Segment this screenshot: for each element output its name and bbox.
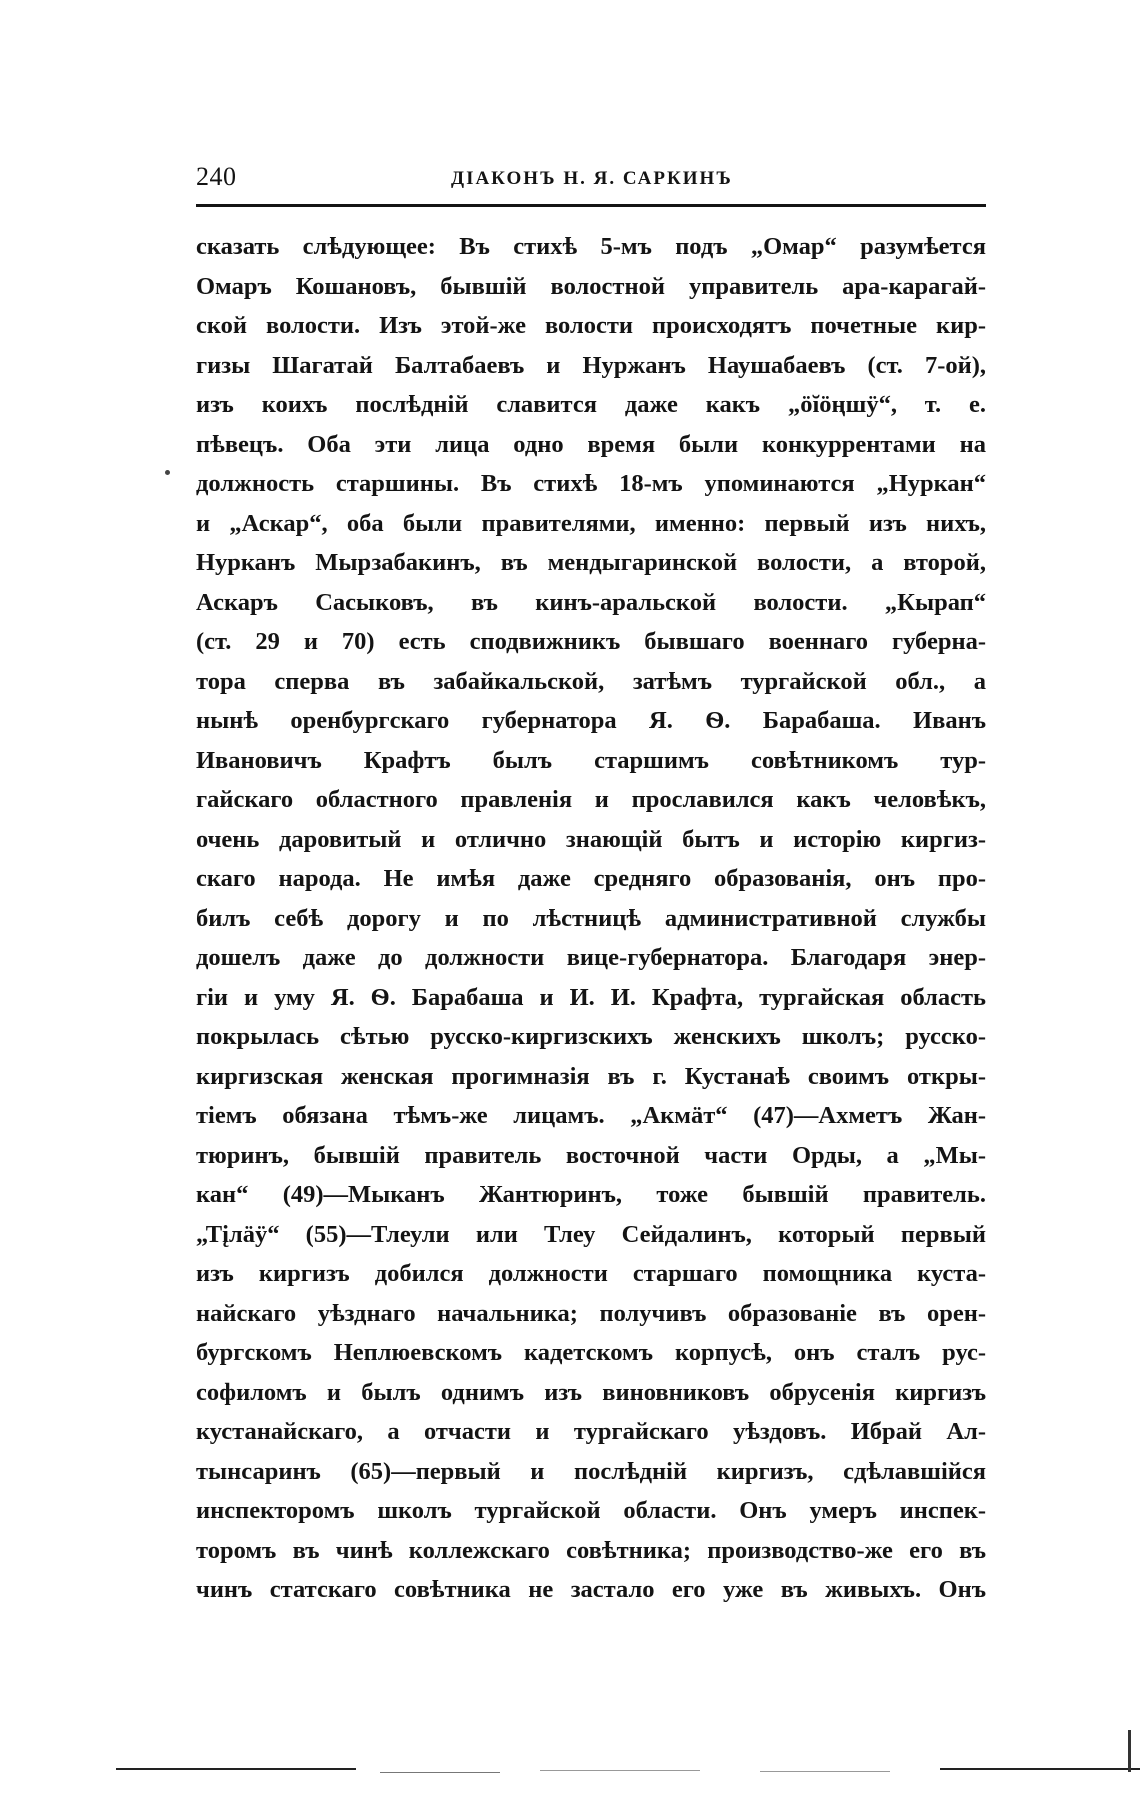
scan-edge-line xyxy=(540,1770,700,1771)
text-line: бургскомъ Неплюевскомъ кадетскомъ корпусѣ, онъ сталъ рус- xyxy=(196,1339,986,1366)
text-line: найскаго уѣзднаго начальника; получивъ образованіе въ орен- xyxy=(196,1299,986,1327)
text-line: дошелъ даже до должности вице-губернатора. Благодаря энер- xyxy=(196,944,986,971)
text-line: (ст. 29 и 70) есть сподвижникъ бывшаго военнаго губерна- xyxy=(196,628,986,655)
text-line: Нурканъ Мырзабакинъ, въ мендыгаринской волости, а второй, xyxy=(196,549,986,576)
scan-edge-line xyxy=(940,1768,1140,1770)
text-line: нынѣ оренбургскаго губернатора Я. Ѳ. Барабаша. Иванъ xyxy=(196,707,986,734)
text-line: киргизская женская прогимназія въ г. Кустанаѣ своимъ откры- xyxy=(196,1062,986,1090)
text-line: тюринъ, бывшій правитель восточной части Орды, а „Мы- xyxy=(196,1141,986,1169)
header-rule xyxy=(196,204,986,207)
text-line: торомъ въ чинѣ коллежскаго совѣтника; производство-же его въ xyxy=(196,1536,986,1564)
page-header xyxy=(196,160,986,204)
text-line: очень даровитый и отлично знающій бытъ и исторію киргиз- xyxy=(196,825,986,853)
text-line: инспекторомъ школъ тургайской области. Онъ умеръ инспек- xyxy=(196,1497,986,1524)
margin-mark xyxy=(165,470,170,475)
scan-corner-mark xyxy=(1128,1730,1131,1772)
text-line: скаго народа. Не имѣя даже средняго образованія, онъ про- xyxy=(196,865,986,892)
scan-edge-line xyxy=(116,1768,356,1770)
text-line: тынсаринъ (65)—первый и послѣдній киргизъ, сдѣлавшійся xyxy=(196,1457,986,1485)
text-line: пѣвецъ. Оба эти лица одно время были конкуррентами на xyxy=(196,430,986,458)
text-line: тіемъ обязана тѣмъ-же лицамъ. „Акмäт“ (47)—Ахметъ Жан- xyxy=(196,1102,986,1129)
text-line: кан“ (49)—Мыканъ Жантюринъ, тоже бывшій правитель. xyxy=(196,1181,986,1208)
text-line: и „Аскар“, оба были правителями, именно: первый изъ нихъ, xyxy=(196,509,986,537)
text-line: кустанайскаго, а отчасти и тургайскаго уѣздовъ. Ибрай Ал- xyxy=(196,1418,986,1445)
text-line: софиломъ и былъ однимъ изъ виновниковъ обрусенія киргизъ xyxy=(196,1378,986,1406)
running-head: ДІАКОНЪ Н. Я. САРКИНЪ xyxy=(451,168,733,189)
text-line: Ивановичъ Крафтъ былъ старшимъ совѣтникомъ тур- xyxy=(196,746,986,774)
text-line: сказать слѣдующее: Въ стихѣ 5-мъ подъ „Омар“ разумѣется xyxy=(196,233,986,260)
text-line: гизы Шагатай Балтабаевъ и Нуржанъ Наушабаевъ (ст. 7-ой), xyxy=(196,351,986,379)
body-text xyxy=(196,227,986,1610)
text-line: чинъ статскаго совѣтника не застало его уже въ живыхъ. Онъ xyxy=(196,1576,986,1603)
text-line: изъ киргизъ добился должности старшаго помощника куста- xyxy=(196,1260,986,1287)
page-number: 240 xyxy=(196,162,237,191)
text-line: билъ себѣ дорогу и по лѣстницѣ административной службы xyxy=(196,904,986,932)
text-line: ской волости. Изъ этой-же волости происходятъ почетные кир- xyxy=(196,312,986,339)
text-line: Омаръ Кошановъ, бывшій волостной управитель ара-карагай- xyxy=(196,272,986,300)
text-line: гіи и уму Я. Ѳ. Барабаша и И. И. Крафта, тургайская область xyxy=(196,983,986,1011)
text-line: тора сперва въ забайкальской, затѣмъ тургайской обл., а xyxy=(196,667,986,695)
text-line: изъ коихъ послѣдній славится даже какъ „öĭöңшӱ“, т. е. xyxy=(196,391,986,418)
scan-edge-line xyxy=(760,1771,890,1772)
text-line: должность старшины. Въ стихѣ 18-мъ упоминаются „Нуркан“ xyxy=(196,470,986,497)
scan-edge-line xyxy=(380,1772,500,1773)
text-line: гайскаго областного правленія и прославился какъ человѣкъ, xyxy=(196,786,986,813)
text-line: „Тįлäӱ“ (55)—Тлеули или Тлеу Сейдалинъ, который первый xyxy=(196,1220,986,1248)
text-line: покрылась сѣтью русско-киргизскихъ женскихъ школъ; русско- xyxy=(196,1023,986,1050)
text-line: Аскаръ Сасыковъ, въ кинъ-аральской волости. „Кырап“ xyxy=(196,588,986,616)
